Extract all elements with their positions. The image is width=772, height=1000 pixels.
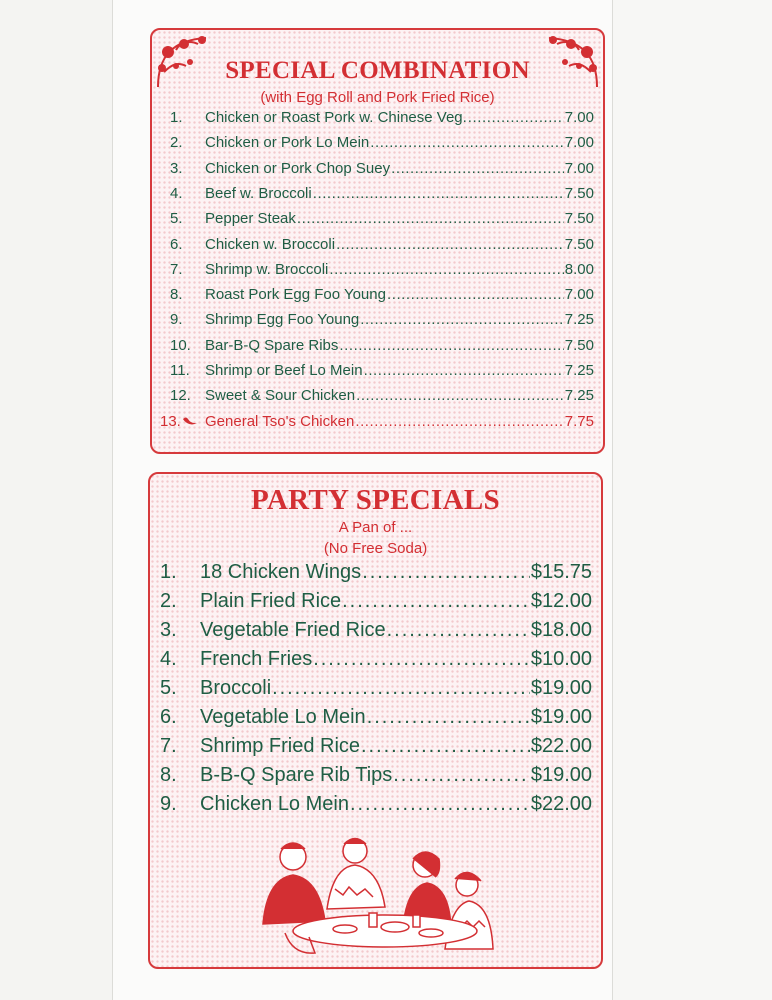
menu-item-row [158,261,594,281]
item-number: 3. [160,619,177,641]
item-name: Chicken or Roast Pork w. Chinese Veg. [205,109,467,126]
item-price: 7.50 [564,336,594,354]
item-number: 2. [160,590,177,612]
menu-item-row [160,590,592,616]
dot-leader [313,648,530,671]
item-name: Roast Pork Egg Foo Young [205,286,386,304]
item-number: 8. [160,764,177,786]
item-price: 7.50 [564,210,594,228]
item-price: 7.25 [564,311,594,329]
item-number-cell [158,185,205,202]
item-number-cell [158,311,205,328]
scan-fold-line-right [612,0,613,1000]
item-number: 2. [170,134,183,152]
scan-margin-right [612,0,772,1000]
item-name: Shrimp or Beef Lo Mein [205,362,363,379]
item-number: 9. [170,311,183,329]
special-combination-panel [150,28,605,454]
item-price: $12.00 [530,590,592,612]
menu-item-row [160,706,592,732]
party-specials-panel [148,472,603,969]
item-number-cell [158,261,205,278]
menu-item-row [158,210,594,230]
item-price: 7.25 [564,362,594,379]
item-number-cell [160,677,200,700]
item-price: $22.00 [530,735,592,757]
item-number: 3. [170,159,183,177]
item-number: 13. [160,412,181,430]
hot-pepper-icon [182,416,198,426]
item-number-cell [160,590,200,613]
dot-leader [329,261,563,278]
item-number: 7. [170,260,183,278]
item-price: 7.50 [564,184,594,202]
dot-leader [391,160,564,177]
item-number: 1. [160,561,177,583]
dot-leader [355,413,563,430]
item-name: Vegetable Lo Mein [200,706,366,728]
special-combination-title: SPECIAL COMBINATION [225,57,530,84]
item-name: Shrimp Fried Rice [200,735,361,757]
item-number-cell [158,286,205,303]
item-name: Vegetable Fried Rice [200,619,386,641]
menu-item-row [160,764,592,790]
menu-item-row [160,793,592,819]
menu-item-row [158,185,594,205]
dot-leader [364,362,564,379]
dot-leader [361,735,530,758]
item-number-cell [158,210,205,227]
dot-leader [468,109,564,126]
dot-leader [387,619,530,642]
item-name: Chicken w. Broccoli [205,235,336,253]
dot-leader [387,286,564,303]
item-name: Beef w. Broccoli [205,184,312,202]
item-number-cell [160,619,200,642]
item-number-cell [158,236,205,253]
menu-item-row [158,387,594,407]
item-number-cell [158,337,205,354]
dot-leader [393,764,530,787]
item-name: Plain Fried Rice [200,590,342,612]
dot-leader [360,311,564,328]
menu-item-row [158,286,594,306]
item-number-cell [160,648,200,671]
item-name: Sweet & Sour Chicken [205,387,356,405]
item-number: 12. [170,387,191,405]
scan-margin-left [0,0,112,1000]
party-specials-subtitle: A Pan of ... [338,519,413,536]
item-number-cell [160,793,200,816]
item-number: 8. [170,286,183,304]
menu-item-row [160,648,592,674]
item-name: B-B-Q Spare Rib Tips [200,764,393,786]
item-number-cell [158,134,205,151]
item-price: $15.75 [530,561,592,583]
item-price: $18.00 [530,619,592,641]
menu-item-row [158,337,594,357]
item-price: 7.00 [564,134,594,152]
item-price: $19.00 [530,764,592,786]
special-combination-subtitle: (with Egg Roll and Pork Fried Rice) [260,89,495,106]
menu-item-row [158,362,594,382]
item-number-cell [160,706,200,729]
item-number: 4. [160,648,177,670]
item-price: 7.25 [564,387,594,405]
item-price: 8.00 [564,260,594,278]
item-number: 5. [170,210,183,228]
item-number: 6. [160,706,177,728]
item-name: Chicken or Pork Lo Mein [205,134,370,152]
item-price: $10.00 [530,648,592,670]
dot-leader [350,793,530,816]
item-name: Chicken or Pork Chop Suey [205,159,391,177]
party-specials-note: (No Free Soda) [323,540,428,557]
menu-item-row [160,677,592,703]
menu-item-row [158,236,594,256]
item-number-cell [158,413,205,430]
item-price: 7.50 [564,235,594,253]
dot-leader [272,677,530,700]
dot-leader [342,590,530,613]
item-number-cell [160,764,200,787]
menu-item-row [158,311,594,331]
item-name: Chicken Lo Mein [200,793,349,815]
item-number-cell [158,109,205,126]
item-price: $19.00 [530,706,592,728]
item-name: French Fries [200,648,313,670]
menu-item-row [158,413,594,433]
item-price: 7.00 [564,109,594,126]
item-number: 6. [170,235,183,253]
item-number: 9. [160,793,177,815]
family-dining-illustration [245,829,505,957]
item-number: 4. [170,184,183,202]
item-number: 10. [170,336,191,354]
item-name: Bar-B-Q Spare Ribs [205,336,339,354]
menu-item-row [158,109,594,129]
dot-leader [367,706,530,729]
dot-leader [336,236,564,253]
item-name: 18 Chicken Wings [200,561,362,583]
item-name: Shrimp Egg Foo Young [205,311,360,329]
item-number: 1. [170,109,183,126]
item-name: Shrimp w. Broccoli [205,260,329,278]
dot-leader [313,185,564,202]
menu-item-row [160,735,592,761]
item-price: 7.75 [564,412,594,430]
item-name: General Tso's Chicken [205,412,355,430]
menu-item-row [160,561,592,587]
item-price: $19.00 [530,677,592,699]
party-specials-title: PARTY SPECIALS [251,484,500,516]
item-number-cell [158,362,205,379]
dot-leader [356,387,564,404]
dot-leader [339,337,563,354]
item-name: Broccoli [200,677,272,699]
dot-leader [362,561,530,584]
item-price: $22.00 [530,793,592,815]
menu-item-row [158,134,594,154]
menu-item-row [158,160,594,180]
item-number-cell [160,561,200,584]
menu-item-row [160,619,592,645]
item-number-cell [160,735,200,758]
item-number-cell [158,387,205,404]
dot-leader [370,134,564,151]
dot-leader [297,210,564,227]
item-number: 7. [160,735,177,757]
item-number: 5. [160,677,177,699]
item-number: 11. [170,362,190,379]
item-price: 7.00 [564,286,594,304]
item-number-cell [158,160,205,177]
item-name: Pepper Steak [205,210,296,228]
scan-fold-line-left [112,0,113,1000]
item-price: 7.00 [564,159,594,177]
